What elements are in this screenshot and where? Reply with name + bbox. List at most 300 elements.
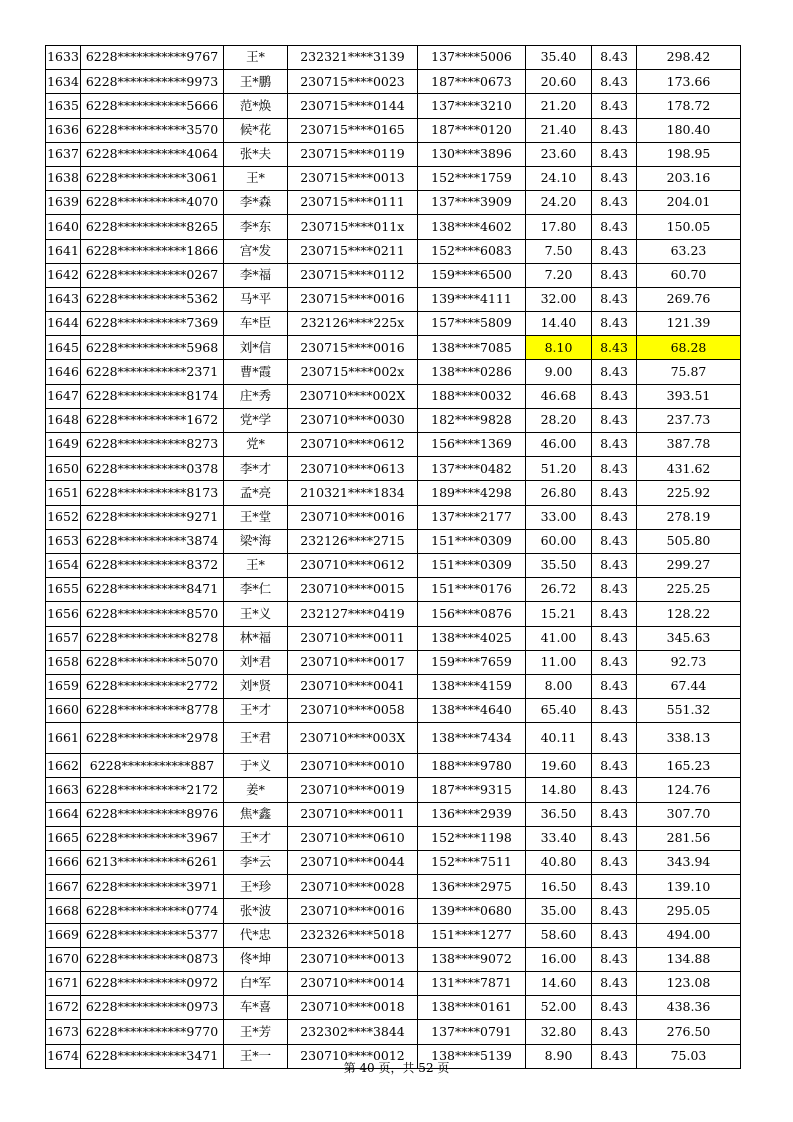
unit-price-cell: 8.43 (592, 851, 637, 875)
id-number-cell: 230710****0028 (288, 875, 418, 899)
row-number-cell: 1635 (46, 94, 81, 118)
id-number-cell: 230710****0610 (288, 826, 418, 850)
bank-account-cell: 6228***********4070 (81, 191, 224, 215)
name-cell: 王*鹏 (224, 70, 288, 94)
id-number-cell: 232126****225x (288, 312, 418, 336)
bank-account-cell: 6228***********3570 (81, 118, 224, 142)
name-cell: 王*才 (224, 699, 288, 723)
id-number-cell: 230710****0013 (288, 947, 418, 971)
table-row (46, 360, 741, 384)
area-cell: 19.60 (526, 754, 592, 778)
phone-cell: 136****2939 (418, 802, 526, 826)
amount-cell: 121.39 (637, 312, 741, 336)
table-row (46, 191, 741, 215)
bank-account-cell: 6228***********9770 (81, 1020, 224, 1044)
phone-cell: 138****5139 (418, 1044, 526, 1068)
row-number-cell: 1656 (46, 602, 81, 626)
bank-account-cell: 6228***********5070 (81, 650, 224, 674)
id-number-cell: 230710****0016 (288, 899, 418, 923)
unit-price-cell: 8.43 (592, 360, 637, 384)
id-number-cell: 230715****0016 (288, 336, 418, 360)
amount-cell: 68.28 (637, 336, 741, 360)
amount-cell: 180.40 (637, 118, 741, 142)
unit-price-cell: 8.43 (592, 996, 637, 1020)
row-number-cell: 1667 (46, 875, 81, 899)
name-cell: 庄*秀 (224, 384, 288, 408)
area-cell: 17.80 (526, 215, 592, 239)
name-cell: 王*君 (224, 723, 288, 754)
amount-cell: 505.80 (637, 529, 741, 553)
area-cell: 26.72 (526, 578, 592, 602)
bank-account-cell: 6228***********8265 (81, 215, 224, 239)
area-cell: 24.10 (526, 166, 592, 190)
row-number-cell: 1649 (46, 433, 81, 457)
table-row (46, 578, 741, 602)
bank-account-cell: 6228***********0973 (81, 996, 224, 1020)
id-number-cell: 230715****002x (288, 360, 418, 384)
area-cell: 21.20 (526, 94, 592, 118)
name-cell: 孟*亮 (224, 481, 288, 505)
area-cell: 8.00 (526, 674, 592, 698)
id-number-cell: 230710****0015 (288, 578, 418, 602)
row-number-cell: 1665 (46, 826, 81, 850)
row-number-cell: 1668 (46, 899, 81, 923)
area-cell: 41.00 (526, 626, 592, 650)
amount-cell: 75.87 (637, 360, 741, 384)
name-cell: 林*福 (224, 626, 288, 650)
unit-price-cell: 8.43 (592, 263, 637, 287)
bank-account-cell: 6228***********3967 (81, 826, 224, 850)
area-cell: 32.00 (526, 287, 592, 311)
data-table (45, 45, 741, 1069)
phone-cell: 138****7085 (418, 336, 526, 360)
id-number-cell: 230710****0612 (288, 433, 418, 457)
phone-cell: 152****6083 (418, 239, 526, 263)
phone-cell: 156****0876 (418, 602, 526, 626)
unit-price-cell: 8.43 (592, 1020, 637, 1044)
row-number-cell: 1671 (46, 971, 81, 995)
amount-cell: 299.27 (637, 553, 741, 577)
unit-price-cell: 8.43 (592, 336, 637, 360)
area-cell: 40.80 (526, 851, 592, 875)
table-row (46, 505, 741, 529)
area-cell: 60.00 (526, 529, 592, 553)
amount-cell: 278.19 (637, 505, 741, 529)
table-row (46, 899, 741, 923)
name-cell: 李*福 (224, 263, 288, 287)
row-number-cell: 1672 (46, 996, 81, 1020)
name-cell: 曹*霞 (224, 360, 288, 384)
bank-account-cell: 6228***********1866 (81, 239, 224, 263)
amount-cell: 63.23 (637, 239, 741, 263)
row-number-cell: 1641 (46, 239, 81, 263)
bank-account-cell: 6228***********2978 (81, 723, 224, 754)
bank-account-cell: 6228***********8976 (81, 802, 224, 826)
bank-account-cell: 6228***********5377 (81, 923, 224, 947)
unit-price-cell: 8.43 (592, 312, 637, 336)
area-cell: 15.21 (526, 602, 592, 626)
unit-price-cell: 8.43 (592, 70, 637, 94)
unit-price-cell: 8.43 (592, 723, 637, 754)
row-number-cell: 1673 (46, 1020, 81, 1044)
amount-cell: 92.73 (637, 650, 741, 674)
area-cell: 26.80 (526, 481, 592, 505)
area-cell: 14.40 (526, 312, 592, 336)
area-cell: 16.00 (526, 947, 592, 971)
table-row (46, 923, 741, 947)
id-number-cell: 230710****0010 (288, 754, 418, 778)
id-number-cell: 230710****0012 (288, 1044, 418, 1068)
bank-account-cell: 6228***********0378 (81, 457, 224, 481)
bank-account-cell: 6228***********8174 (81, 384, 224, 408)
table-row (46, 408, 741, 432)
bank-account-cell: 6228***********8778 (81, 699, 224, 723)
unit-price-cell: 8.43 (592, 602, 637, 626)
name-cell: 于*义 (224, 754, 288, 778)
table-row (46, 699, 741, 723)
unit-price-cell: 8.43 (592, 457, 637, 481)
amount-cell: 123.08 (637, 971, 741, 995)
bank-account-cell: 6228***********8570 (81, 602, 224, 626)
unit-price-cell: 8.43 (592, 1044, 637, 1068)
table-row (46, 778, 741, 802)
phone-cell: 188****0032 (418, 384, 526, 408)
amount-cell: 225.25 (637, 578, 741, 602)
table-row (46, 802, 741, 826)
table-row (46, 553, 741, 577)
row-number-cell: 1660 (46, 699, 81, 723)
area-cell: 35.50 (526, 553, 592, 577)
phone-cell: 156****1369 (418, 433, 526, 457)
row-number-cell: 1652 (46, 505, 81, 529)
phone-cell: 188****9780 (418, 754, 526, 778)
area-cell: 32.80 (526, 1020, 592, 1044)
amount-cell: 225.92 (637, 481, 741, 505)
name-cell: 党*学 (224, 408, 288, 432)
row-number-cell: 1654 (46, 553, 81, 577)
table-row (46, 312, 741, 336)
bank-account-cell: 6228***********2172 (81, 778, 224, 802)
unit-price-cell: 8.43 (592, 94, 637, 118)
phone-cell: 138****4640 (418, 699, 526, 723)
id-number-cell: 230710****0016 (288, 505, 418, 529)
table-row (46, 971, 741, 995)
table-row (46, 142, 741, 166)
name-cell: 宫*发 (224, 239, 288, 263)
name-cell: 王*才 (224, 826, 288, 850)
area-cell: 33.00 (526, 505, 592, 529)
id-number-cell: 230715****0112 (288, 263, 418, 287)
unit-price-cell: 8.43 (592, 118, 637, 142)
page-footer: 第 40 页，共 52 页 (343, 1061, 450, 1075)
table-row (46, 754, 741, 778)
area-cell: 8.90 (526, 1044, 592, 1068)
bank-account-cell: 6228***********9973 (81, 70, 224, 94)
id-number-cell: 230710****0017 (288, 650, 418, 674)
area-cell: 21.40 (526, 118, 592, 142)
name-cell: 刘*信 (224, 336, 288, 360)
unit-price-cell: 8.43 (592, 191, 637, 215)
id-number-cell: 232302****3844 (288, 1020, 418, 1044)
name-cell: 姜* (224, 778, 288, 802)
name-cell: 焦*鑫 (224, 802, 288, 826)
id-number-cell: 230715****0119 (288, 142, 418, 166)
id-number-cell: 230710****0041 (288, 674, 418, 698)
phone-cell: 137****3909 (418, 191, 526, 215)
amount-cell: 298.42 (637, 46, 741, 70)
area-cell: 11.00 (526, 650, 592, 674)
unit-price-cell: 8.43 (592, 287, 637, 311)
table-row (46, 723, 741, 754)
amount-cell: 198.95 (637, 142, 741, 166)
amount-cell: 343.94 (637, 851, 741, 875)
area-cell: 16.50 (526, 875, 592, 899)
id-number-cell: 230710****0058 (288, 699, 418, 723)
phone-cell: 136****2975 (418, 875, 526, 899)
phone-cell: 139****4111 (418, 287, 526, 311)
amount-cell: 393.51 (637, 384, 741, 408)
table-row (46, 118, 741, 142)
unit-price-cell: 8.43 (592, 778, 637, 802)
row-number-cell: 1639 (46, 191, 81, 215)
unit-price-cell: 8.43 (592, 166, 637, 190)
phone-cell: 137****5006 (418, 46, 526, 70)
unit-price-cell: 8.43 (592, 481, 637, 505)
id-number-cell: 230710****002X (288, 384, 418, 408)
name-cell: 王* (224, 46, 288, 70)
id-number-cell: 230710****0044 (288, 851, 418, 875)
id-number-cell: 232321****3139 (288, 46, 418, 70)
name-cell: 车*臣 (224, 312, 288, 336)
name-cell: 刘*君 (224, 650, 288, 674)
phone-cell: 159****7659 (418, 650, 526, 674)
unit-price-cell: 8.43 (592, 626, 637, 650)
unit-price-cell: 8.43 (592, 923, 637, 947)
name-cell: 李*森 (224, 191, 288, 215)
phone-cell: 151****0309 (418, 529, 526, 553)
name-cell: 代*忠 (224, 923, 288, 947)
table-row (46, 70, 741, 94)
id-number-cell: 210321****1834 (288, 481, 418, 505)
phone-cell: 138****4159 (418, 674, 526, 698)
name-cell: 马*平 (224, 287, 288, 311)
id-number-cell: 232126****2715 (288, 529, 418, 553)
bank-account-cell: 6228***********3971 (81, 875, 224, 899)
area-cell: 46.68 (526, 384, 592, 408)
phone-cell: 138****9072 (418, 947, 526, 971)
name-cell: 张*波 (224, 899, 288, 923)
area-cell: 23.60 (526, 142, 592, 166)
table-row (46, 1020, 741, 1044)
bank-account-cell: 6228***********887 (81, 754, 224, 778)
bank-account-cell: 6228***********7369 (81, 312, 224, 336)
bank-account-cell: 6228***********8372 (81, 553, 224, 577)
name-cell: 王* (224, 166, 288, 190)
id-number-cell: 230715****011x (288, 215, 418, 239)
phone-cell: 152****1198 (418, 826, 526, 850)
id-number-cell: 230715****0111 (288, 191, 418, 215)
phone-cell: 151****0176 (418, 578, 526, 602)
bank-account-cell: 6228***********8273 (81, 433, 224, 457)
name-cell: 李*仁 (224, 578, 288, 602)
bank-account-cell: 6228***********9767 (81, 46, 224, 70)
bank-account-cell: 6228***********0267 (81, 263, 224, 287)
row-number-cell: 1655 (46, 578, 81, 602)
bank-account-cell: 6228***********0972 (81, 971, 224, 995)
table-row (46, 215, 741, 239)
phone-cell: 187****0120 (418, 118, 526, 142)
area-cell: 14.80 (526, 778, 592, 802)
amount-cell: 338.13 (637, 723, 741, 754)
row-number-cell: 1645 (46, 336, 81, 360)
phone-cell: 152****1759 (418, 166, 526, 190)
unit-price-cell: 8.43 (592, 826, 637, 850)
name-cell: 王*珍 (224, 875, 288, 899)
area-cell: 7.50 (526, 239, 592, 263)
amount-cell: 60.70 (637, 263, 741, 287)
id-number-cell: 230710****0018 (288, 996, 418, 1020)
row-number-cell: 1669 (46, 923, 81, 947)
name-cell: 刘*贤 (224, 674, 288, 698)
name-cell: 范*焕 (224, 94, 288, 118)
amount-cell: 281.56 (637, 826, 741, 850)
phone-cell: 138****0161 (418, 996, 526, 1020)
row-number-cell: 1634 (46, 70, 81, 94)
table-row (46, 875, 741, 899)
unit-price-cell: 8.43 (592, 650, 637, 674)
id-number-cell: 230715****0023 (288, 70, 418, 94)
table-body (46, 46, 741, 1069)
table-row (46, 336, 741, 360)
bank-account-cell: 6228***********0774 (81, 899, 224, 923)
unit-price-cell: 8.43 (592, 971, 637, 995)
unit-price-cell: 8.43 (592, 142, 637, 166)
area-cell: 58.60 (526, 923, 592, 947)
unit-price-cell: 8.43 (592, 578, 637, 602)
unit-price-cell: 8.43 (592, 433, 637, 457)
amount-cell: 307.70 (637, 802, 741, 826)
bank-account-cell: 6228***********4064 (81, 142, 224, 166)
bank-account-cell: 6228***********8471 (81, 578, 224, 602)
phone-cell: 137****0791 (418, 1020, 526, 1044)
phone-cell: 189****4298 (418, 481, 526, 505)
phone-cell: 182****9828 (418, 408, 526, 432)
area-cell: 46.00 (526, 433, 592, 457)
bank-account-cell: 6228***********3471 (81, 1044, 224, 1068)
amount-cell: 387.78 (637, 433, 741, 457)
row-number-cell: 1646 (46, 360, 81, 384)
phone-cell: 187****0673 (418, 70, 526, 94)
area-cell: 35.40 (526, 46, 592, 70)
unit-price-cell: 8.43 (592, 699, 637, 723)
phone-cell: 157****5809 (418, 312, 526, 336)
id-number-cell: 232127****0419 (288, 602, 418, 626)
table-row (46, 287, 741, 311)
id-number-cell: 230710****0019 (288, 778, 418, 802)
phone-cell: 137****0482 (418, 457, 526, 481)
amount-cell: 203.16 (637, 166, 741, 190)
name-cell: 李*云 (224, 851, 288, 875)
amount-cell: 128.22 (637, 602, 741, 626)
unit-price-cell: 8.43 (592, 408, 637, 432)
unit-price-cell: 8.43 (592, 505, 637, 529)
phone-cell: 138****0286 (418, 360, 526, 384)
amount-cell: 124.76 (637, 778, 741, 802)
row-number-cell: 1633 (46, 46, 81, 70)
area-cell: 7.20 (526, 263, 592, 287)
area-cell: 14.60 (526, 971, 592, 995)
row-number-cell: 1674 (46, 1044, 81, 1068)
amount-cell: 276.50 (637, 1020, 741, 1044)
table-row (46, 851, 741, 875)
bank-account-cell: 6228***********3874 (81, 529, 224, 553)
id-number-cell: 230710****0011 (288, 802, 418, 826)
table-row (46, 826, 741, 850)
area-cell: 52.00 (526, 996, 592, 1020)
row-number-cell: 1659 (46, 674, 81, 698)
table-row (46, 674, 741, 698)
name-cell: 王* (224, 553, 288, 577)
unit-price-cell: 8.43 (592, 553, 637, 577)
amount-cell: 165.23 (637, 754, 741, 778)
amount-cell: 269.76 (637, 287, 741, 311)
row-number-cell: 1663 (46, 778, 81, 802)
phone-cell: 151****1277 (418, 923, 526, 947)
table-row (46, 481, 741, 505)
unit-price-cell: 8.43 (592, 384, 637, 408)
row-number-cell: 1670 (46, 947, 81, 971)
amount-cell: 551.32 (637, 699, 741, 723)
table-row (46, 529, 741, 553)
row-number-cell: 1648 (46, 408, 81, 432)
amount-cell: 67.44 (637, 674, 741, 698)
id-number-cell: 230710****0014 (288, 971, 418, 995)
phone-cell: 187****9315 (418, 778, 526, 802)
id-number-cell: 230710****0011 (288, 626, 418, 650)
bank-account-cell: 6228***********5362 (81, 287, 224, 311)
id-number-cell: 230715****0013 (288, 166, 418, 190)
phone-cell: 139****0680 (418, 899, 526, 923)
name-cell: 李*才 (224, 457, 288, 481)
row-number-cell: 1644 (46, 312, 81, 336)
row-number-cell: 1640 (46, 215, 81, 239)
row-number-cell: 1651 (46, 481, 81, 505)
table-row (46, 650, 741, 674)
id-number-cell: 232326****5018 (288, 923, 418, 947)
name-cell: 车*喜 (224, 996, 288, 1020)
row-number-cell: 1658 (46, 650, 81, 674)
row-number-cell: 1666 (46, 851, 81, 875)
row-number-cell: 1637 (46, 142, 81, 166)
row-number-cell: 1642 (46, 263, 81, 287)
unit-price-cell: 8.43 (592, 46, 637, 70)
name-cell: 王*一 (224, 1044, 288, 1068)
table-row (46, 384, 741, 408)
phone-cell: 138****7434 (418, 723, 526, 754)
table-row (46, 94, 741, 118)
id-number-cell: 230715****0016 (288, 287, 418, 311)
unit-price-cell: 8.43 (592, 215, 637, 239)
unit-price-cell: 8.43 (592, 529, 637, 553)
table-row (46, 263, 741, 287)
unit-price-cell: 8.43 (592, 899, 637, 923)
id-number-cell: 230710****0613 (288, 457, 418, 481)
unit-price-cell: 8.43 (592, 802, 637, 826)
row-number-cell: 1662 (46, 754, 81, 778)
amount-cell: 237.73 (637, 408, 741, 432)
bank-account-cell: 6228***********9271 (81, 505, 224, 529)
amount-cell: 438.36 (637, 996, 741, 1020)
